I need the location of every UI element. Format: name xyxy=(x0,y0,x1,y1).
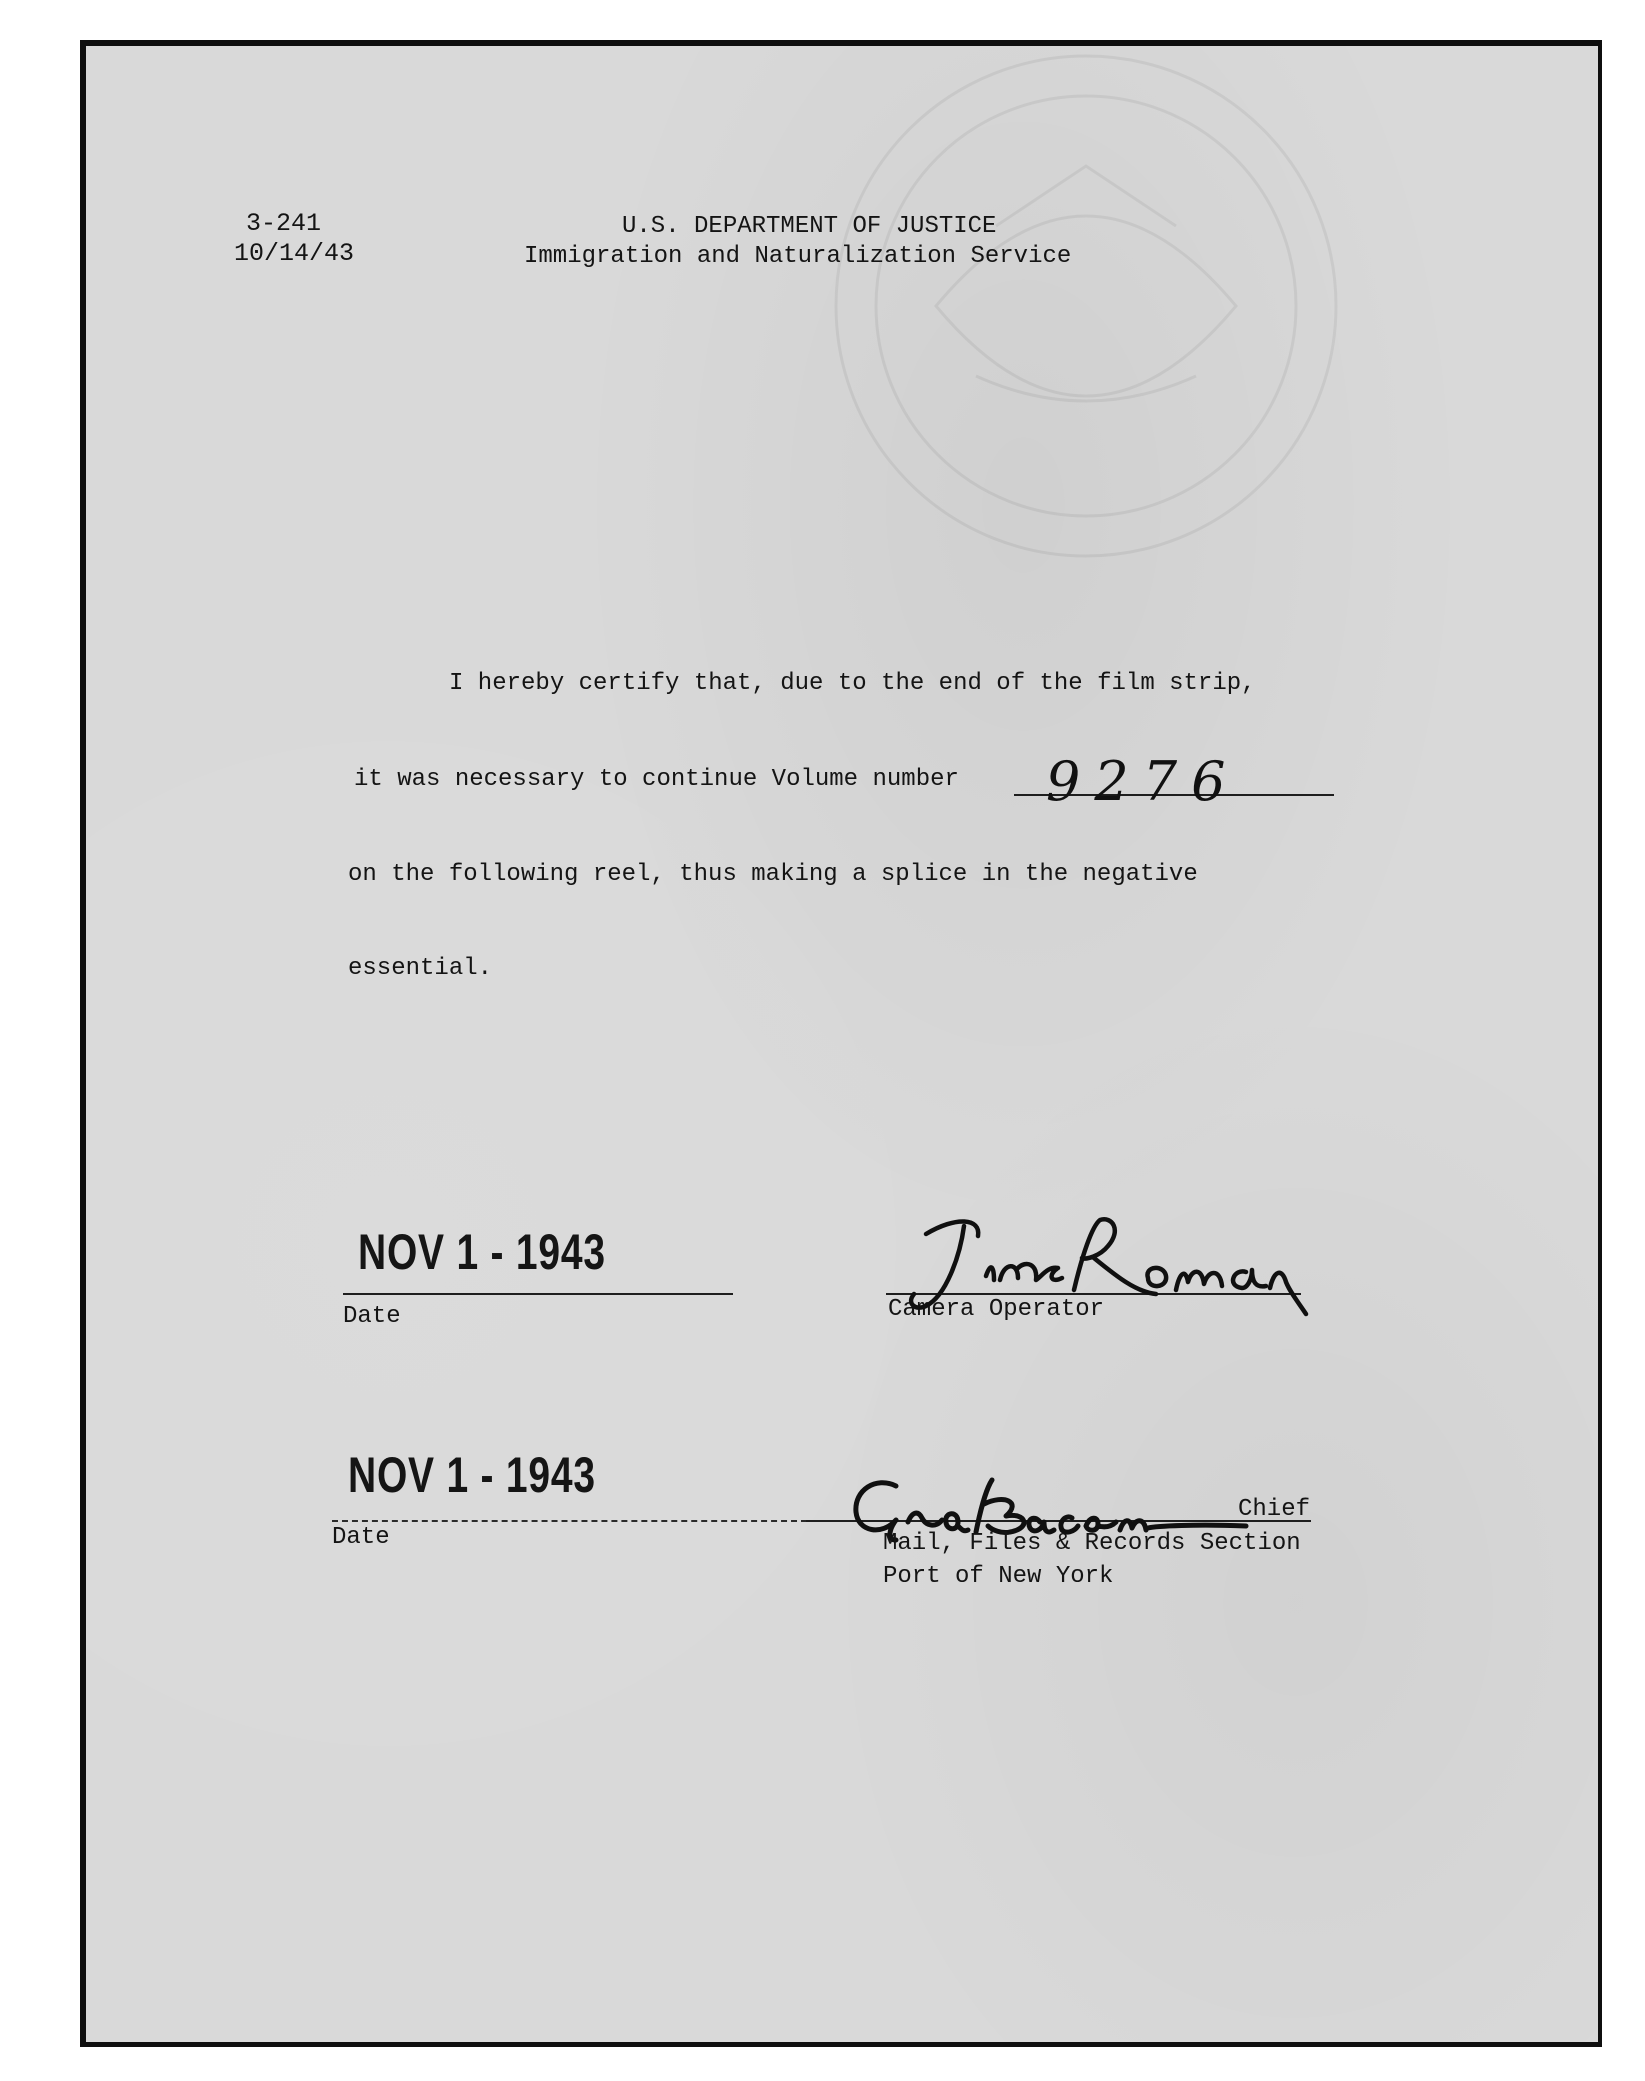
second-date-line xyxy=(332,1520,807,1522)
document-sheet xyxy=(80,40,1602,2047)
first-date-label: Date xyxy=(343,1303,401,1330)
certificate-line-3: on the following reel, thus making a splice in the negative xyxy=(348,861,1198,888)
second-date-label: Date xyxy=(332,1524,390,1551)
first-date-line xyxy=(343,1293,733,1295)
form-number: 3-241 xyxy=(246,209,322,238)
certificate-line-4: essential. xyxy=(348,955,493,982)
chief-title-port: Port of New York xyxy=(883,1563,1114,1590)
chief-title: Chief xyxy=(1238,1496,1311,1523)
camera-operator-label: Camera Operator xyxy=(888,1296,1105,1323)
volume-number-handwritten: 9276 xyxy=(1046,750,1240,813)
department-heading: U.S. DEPARTMENT OF JUSTICE xyxy=(622,213,997,240)
service-heading: Immigration and Naturalization Service xyxy=(524,243,1072,270)
first-date-stamp: NOV 1 - 1943 xyxy=(358,1224,606,1280)
chief-title-section: Mail, Files & Records Section xyxy=(883,1530,1301,1557)
certificate-line-2: it was necessary to continue Volume number xyxy=(354,766,959,793)
form-date: 10/14/43 xyxy=(234,239,355,268)
second-date-stamp: NOV 1 - 1943 xyxy=(348,1447,596,1503)
camera-operator-signature xyxy=(886,1206,1326,1326)
faint-seal-watermark xyxy=(736,46,1436,606)
certificate-line-1: I hereby certify that, due to the end of the film strip, xyxy=(449,670,1256,697)
